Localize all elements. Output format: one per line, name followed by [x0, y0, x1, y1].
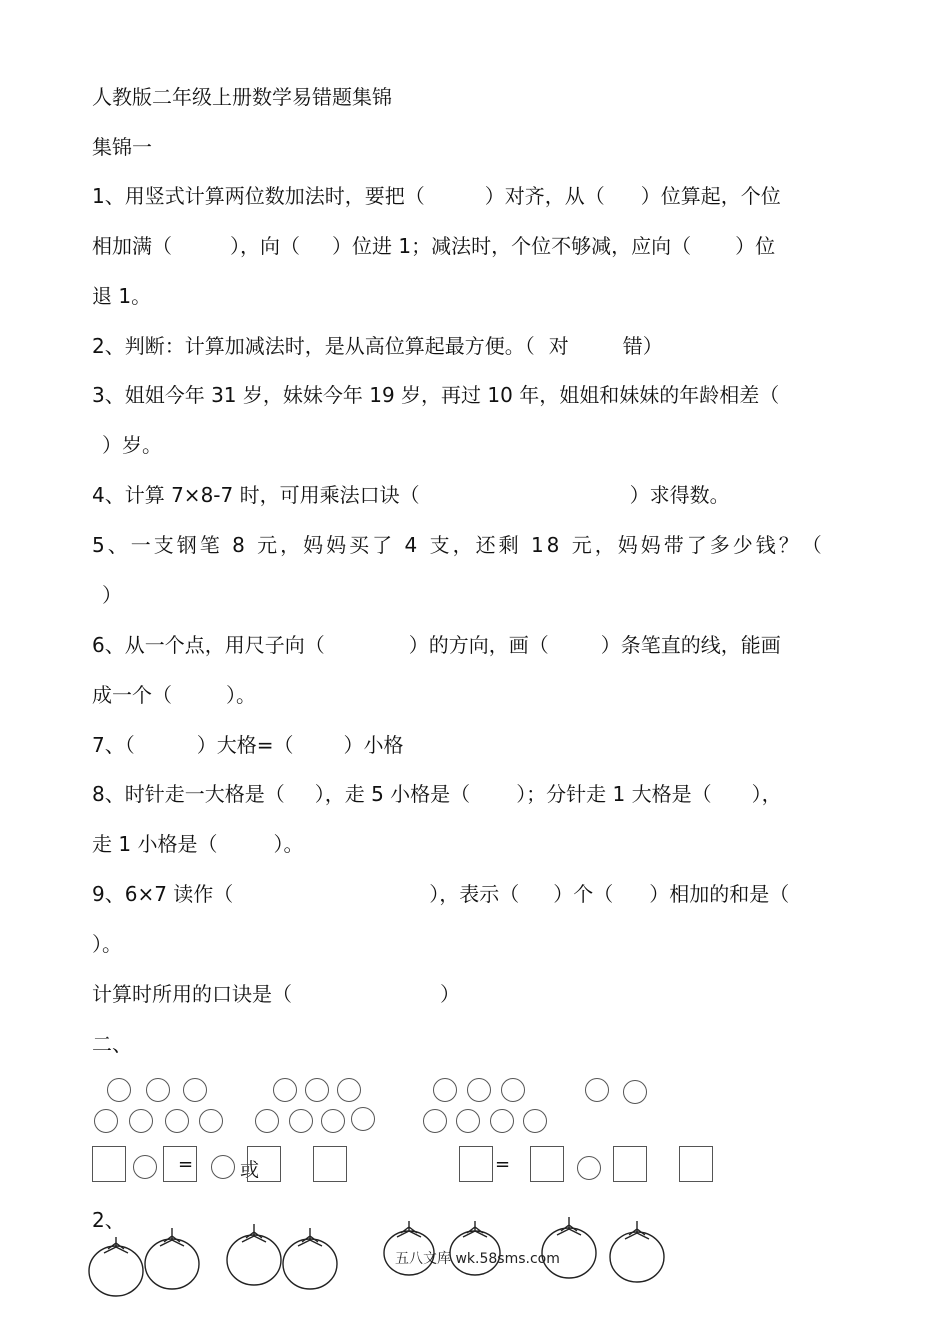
q6-text-b: ）的方向，画（ [408, 633, 549, 657]
part-3-label: 2、 [92, 1208, 125, 1232]
counting-circle [107, 1078, 131, 1102]
q6-text-d: 成一个（ [92, 683, 172, 707]
counting-circle [165, 1109, 189, 1133]
q8-text-f: ）。 [273, 832, 304, 856]
counting-circle [523, 1109, 547, 1133]
or-text: 或 [240, 1159, 260, 1181]
counting-circle [490, 1109, 514, 1133]
tomato-icon [539, 1211, 599, 1281]
q1-text-f: ）位进 1；减法时，个位不够减，应向（ [332, 234, 692, 258]
q3-text-b: ）岁。 [102, 433, 162, 457]
question-5-line-2 [92, 582, 122, 608]
q8-text-a: 8、时针走一大格是（ [92, 782, 285, 806]
answer-box [459, 1146, 493, 1182]
counting-circle [337, 1078, 361, 1102]
tomato-icon [142, 1222, 202, 1292]
question-3-line-2 [92, 432, 162, 458]
q9-tail-text-b: ） [440, 982, 460, 1006]
q1-text-c: ）位算起，个位 [640, 184, 781, 208]
question-9-line-2: ）。 [92, 932, 122, 956]
counting-circle [289, 1109, 313, 1133]
q9-text-a: 9、6×7 读作（ [92, 882, 234, 906]
counting-circle [146, 1078, 170, 1102]
q9-text-b: ），表示（ [429, 882, 520, 906]
counting-circle [183, 1078, 207, 1102]
tomato-icon [280, 1222, 340, 1292]
q2-text-a: 2、判断：计算加减法时，是从高位算起最方便。（ [92, 334, 535, 358]
question-9-line-1 [92, 881, 789, 907]
q1-text-a: 1、用竖式计算两位数加法时，要把（ [92, 184, 425, 208]
question-6-line-2 [92, 682, 256, 708]
question-7 [92, 732, 404, 758]
q1-text-b: ）对齐，从（ [484, 184, 605, 208]
tomato-icon [86, 1229, 146, 1299]
question-6-line-1 [92, 632, 781, 658]
question-1-line-2 [92, 233, 775, 259]
counting-circle [273, 1078, 297, 1102]
q8-text-e: 走 1 小格是（ [92, 832, 218, 856]
watermark: 五八文库 wk.58sms.com [395, 1251, 560, 1267]
q8-text-c: ）；分针走 1 大格是（ [516, 782, 712, 806]
question-1-line-1 [92, 183, 781, 209]
operator-circle [211, 1155, 235, 1179]
question-4 [92, 482, 730, 508]
operator-circle [133, 1155, 157, 1179]
question-9-line-3 [92, 981, 460, 1007]
answer-box [530, 1146, 564, 1182]
counting-circle [423, 1109, 447, 1133]
q1-text-g: ）位 [735, 234, 776, 258]
answer-box [679, 1146, 713, 1182]
counting-circle [255, 1109, 279, 1133]
q4-text-b: ）求得数。 [629, 483, 730, 507]
tomato-icon [224, 1218, 284, 1288]
counting-circle [433, 1078, 457, 1102]
counting-circle [305, 1078, 329, 1102]
page-title: 人教版二年级上册数学易错题集锦 [92, 85, 392, 109]
q2-option-wrong: 错） [622, 334, 663, 358]
question-5-line-1: 5、一支钢笔 8 元，妈妈买了 4 支，还剩 18 元，妈妈带了多少钱？（ [92, 533, 825, 557]
question-3-line-1: 3、姐姐今年 31 岁，妹妹今年 19 岁，再过 10 年，姐姐和妹妹的年龄相差（ [92, 383, 780, 407]
equals-sign: = [495, 1154, 511, 1175]
q4-text-a: 4、计算 7×8-7 时，可用乘法口诀（ [92, 483, 420, 507]
question-1-line-3: 退 1。 [92, 284, 152, 308]
q8-text-b: ），走 5 小格是（ [314, 782, 471, 806]
counting-circle [94, 1109, 118, 1133]
q7-text-a: 7、（ [92, 733, 135, 757]
question-8-line-2 [92, 831, 303, 857]
q5-text-b: ） [102, 583, 122, 607]
section-heading: 集锦一 [92, 135, 152, 159]
q1-text-e: ），向（ [230, 234, 300, 258]
q1-text-d: 相加满（ [92, 234, 172, 258]
answer-box [613, 1146, 647, 1182]
counting-circle [467, 1078, 491, 1102]
q9-text-c: ）个（ [553, 882, 614, 906]
counting-circle [585, 1078, 609, 1102]
counting-circle [351, 1107, 375, 1131]
counting-circle [129, 1109, 153, 1133]
q8-text-d: ）， [751, 782, 782, 806]
question-2 [92, 333, 663, 359]
answer-box [247, 1146, 281, 1182]
q6-text-a: 6、从一个点，用尺子向（ [92, 633, 325, 657]
counting-circle [199, 1109, 223, 1133]
part-2-label: 二、 [92, 1032, 132, 1056]
q2-option-correct: 对 [548, 334, 569, 358]
operator-circle [577, 1156, 601, 1180]
q9-text-d: ）相加的和是（ [649, 882, 790, 906]
answer-box [92, 1146, 126, 1182]
q6-text-e: ）。 [226, 683, 256, 707]
counting-circle [623, 1080, 647, 1104]
answer-box [313, 1146, 347, 1182]
equals-sign: = [178, 1154, 194, 1175]
question-8-line-1 [92, 781, 782, 807]
counting-circle [456, 1109, 480, 1133]
q9-tail-text-a: 计算时所用的口诀是（ [92, 982, 292, 1006]
counting-circle [501, 1078, 525, 1102]
counting-circle [321, 1109, 345, 1133]
tomato-icon [607, 1215, 667, 1285]
q6-text-c: ）条笔直的线，能画 [600, 633, 781, 657]
q7-text-b: ）大格=（ [196, 733, 294, 757]
q7-text-c: ）小格 [343, 733, 404, 757]
